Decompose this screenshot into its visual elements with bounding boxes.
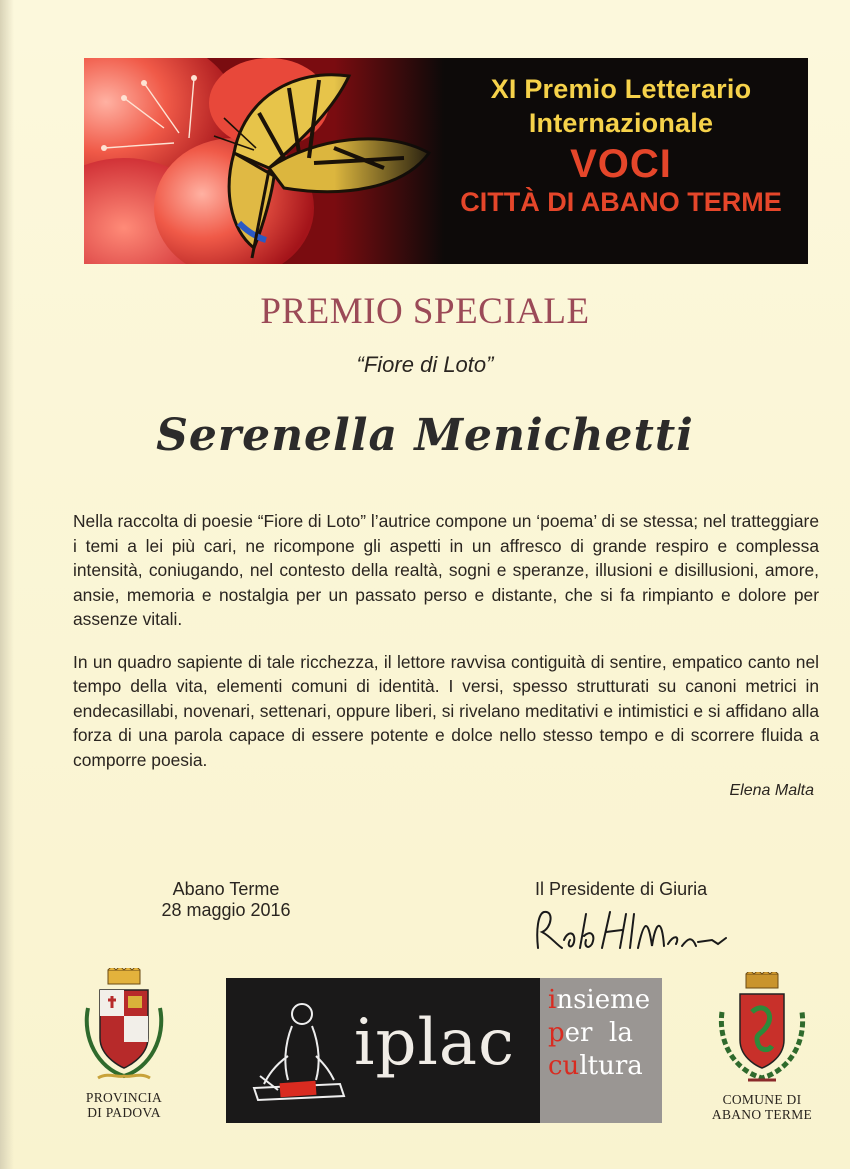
iplac-wordmark: iplac <box>354 1006 515 1080</box>
place: Abano Terme <box>172 879 280 899</box>
president-signature <box>530 900 730 960</box>
iplac-logo <box>226 978 662 1123</box>
provincia-padova-crest-icon <box>78 968 170 1088</box>
award-title: PREMIO SPECIALE <box>260 291 590 332</box>
prize-banner <box>84 58 808 264</box>
paper-fold-shadow <box>0 0 14 1169</box>
reading-figure-icon <box>244 996 354 1116</box>
winner-name: Serenella Menichetti <box>156 410 694 461</box>
provincia-line2: DI PADOVA <box>87 1105 161 1120</box>
comune-line1: COMUNE DI <box>722 1092 802 1107</box>
motivation-paragraph-2: In un quadro sapiente di tale ricchezza, il lettore ravvisa contiguità di sentire, empatico canto nel tempo della vita, elementi comuni di identità. I versi, spesso strutturati su canoni metrici in endecasillabi, novenari, settenari, oppure liberi, si rivelano meditativi e intimistici e si affidano alla forza di una parola capace di essere potente e dolce nello stesso tempo e di scorrere fluida a comporre poesia. <box>73 651 819 770</box>
comune-label <box>706 1092 818 1122</box>
place-date <box>156 879 296 921</box>
award-subtitle: “Fiore di Loto” <box>356 352 494 377</box>
iplac-slogan <box>548 984 656 1083</box>
banner-title-line1: XI Premio Letterario <box>490 74 752 104</box>
banner-voci: VOCI <box>570 142 672 186</box>
date: 28 maggio 2016 <box>161 900 291 920</box>
comune-line2: ABANO TERME <box>711 1107 813 1122</box>
motivation-author: Elena Malta <box>729 782 814 799</box>
slogan-line-3: cultura <box>548 1051 643 1081</box>
butterfly-flower-photo <box>84 58 444 264</box>
slogan-line-1: insieme <box>548 985 651 1015</box>
motivation-text <box>73 509 819 790</box>
banner-title-line2: Internazionale <box>528 108 714 138</box>
provincia-label <box>68 1090 180 1120</box>
banner-city: CITTÀ DI ABANO TERME <box>460 187 782 217</box>
president-label: Il Presidente di Giuria <box>535 879 708 899</box>
motivation-paragraph-1: Nella raccolta di poesie “Fiore di Loto” l’autrice compone un ‘poema’ di se stessa; nel tratteggiare i temi a lei più cari, ne ricompone gli aspetti in un affresco di grande respiro e complessa intensità, coniugando, nel contesto della realtà, sogni e speranze, illusioni e disillusioni, amore, ansie, memoria e nostalgia per un passato perso e distante, che si fa rimpianto e dolore per assenze vitali. <box>73 511 819 629</box>
provincia-line1: PROVINCIA <box>85 1090 163 1105</box>
comune-abano-crest-icon <box>712 972 812 1090</box>
slogan-line-2: per la <box>548 1018 633 1048</box>
